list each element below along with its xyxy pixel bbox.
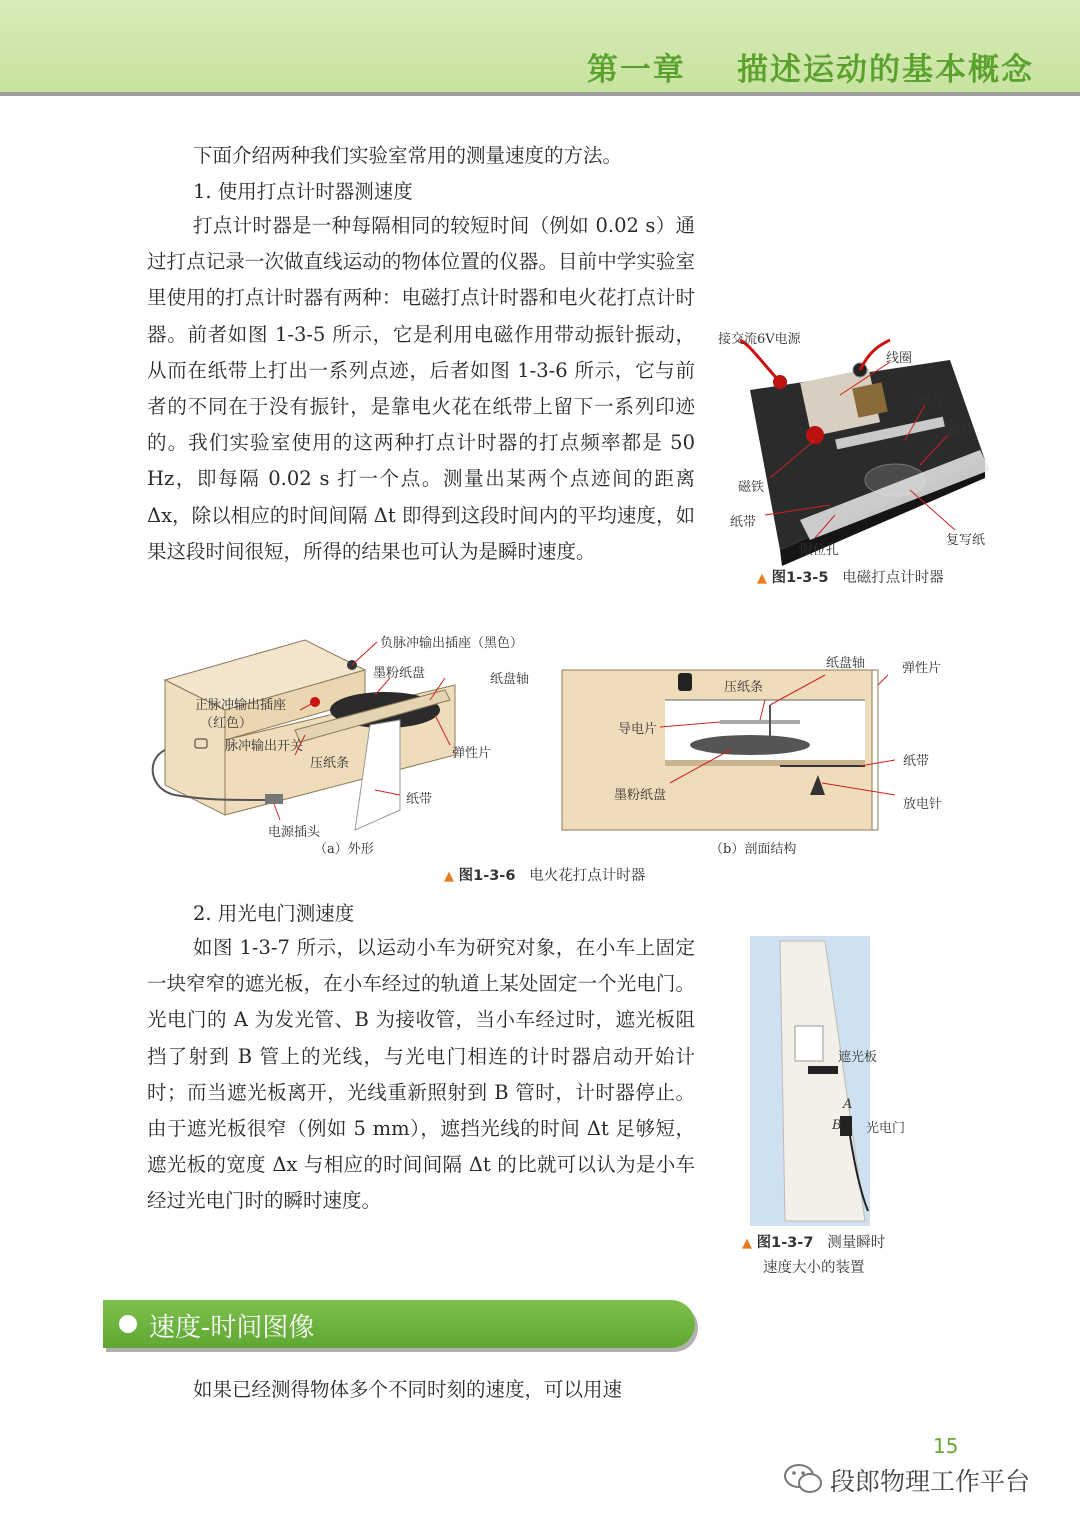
fig136-caption-text: 电火花打点计时器 — [529, 868, 646, 884]
fig137-label-gate: 光电门 — [866, 1121, 906, 1136]
fig136b-label-tape: 纸带 — [903, 754, 930, 769]
method2-paragraph — [147, 930, 695, 1220]
fig137-caption-line1: 测量瞬时 — [827, 1235, 886, 1251]
black-socket-b — [678, 673, 692, 691]
fig137-illustration — [750, 936, 870, 1226]
fig135-label-carbon: 复写纸 — [946, 533, 986, 548]
fig135-label-magnet: 磁铁 — [738, 480, 765, 495]
fig136a-label-ink-disc: 墨粉纸盘 — [373, 666, 426, 681]
fig135-caption — [757, 566, 944, 587]
caption-triangle-icon: ▲ — [444, 869, 454, 884]
fig137-label-a: A — [843, 1097, 853, 1112]
tail-paragraph — [147, 1372, 695, 1408]
page-number: 15 — [933, 1434, 959, 1458]
caption-triangle-icon: ▲ — [757, 571, 767, 586]
fig135-label-needle: 振针 — [948, 424, 975, 439]
intro-text: 下面介绍两种我们实验室常用的测量速度的方法。 — [193, 144, 623, 167]
fig136b-label-needle: 放电针 — [903, 797, 943, 812]
bullet-dot-icon — [119, 1315, 137, 1333]
fig136b-subcaption: （b）剖面结构 — [710, 842, 797, 857]
fig135-label-reed: 振片 — [918, 394, 945, 409]
fig136-caption-num: 图1-3-6 — [458, 868, 516, 884]
section-banner — [103, 1300, 695, 1348]
fig136-caption — [444, 864, 645, 885]
fig136a-label-disc-axis: 纸盘轴 — [490, 672, 530, 687]
fig136b-label-press-strip: 压纸条 — [724, 680, 764, 695]
fig136a-label-neg-socket: 负脉冲输出插座（黑色） — [380, 636, 524, 651]
shade-plate — [808, 1066, 838, 1074]
fig135-caption-num: 图1-3-5 — [771, 570, 829, 586]
method2-text: 如图 1-3-7 所示，以运动小车为研究对象，在小车上固定一块窄窄的遮光板，在小车经过的轨道上某处固定一个光电门。光电门的 A 为发光管、B 为接收管，当小车经过时，遮光板阻挡了射到 B 管上的光线，与光电门相连的计时器启动开始计时；而当遮光板离开，光线重新照射到 B 管时，计时器停止。由于遮光板很窄（例如 5 mm），遮挡光线的时间 Δt 足够短，遮光板的宽度 Δx 与相应的时间间隔 Δt 的比就可以认为是小车经过光电门时的瞬时速度。 — [147, 936, 695, 1213]
fig136a-label-plug: 电源插头 — [268, 825, 321, 840]
fig136b-label-disc-axis: 纸盘轴 — [826, 656, 866, 671]
method1-paragraph — [147, 208, 695, 570]
fig136a-label-spring: 弹性片 — [452, 746, 492, 761]
fig136a-label-tape: 纸带 — [406, 792, 433, 807]
method2-heading: 2. 用光电门测速度 — [193, 902, 355, 925]
fig137-caption-line2: 速度大小的装置 — [763, 1260, 865, 1276]
guide-strip — [720, 720, 800, 724]
watermark-text: 段郎物理工作平台 — [830, 1467, 1031, 1496]
fig136b-label-guide: 导电片 — [618, 722, 658, 737]
fig137-label-b: B — [832, 1118, 842, 1133]
caption-triangle-icon: ▲ — [742, 1236, 752, 1251]
fig137-caption-num: 图1-3-7 — [756, 1235, 814, 1251]
fig136a-label-pos-socket: 正脉冲输出插座 — [195, 698, 287, 713]
fig135-label-power: 接交流6V电源 — [718, 332, 801, 347]
method1-text: 打点计时器是一种每隔相同的较短时间（例如 0.02 s）通过打点记录一次做直线运动的物体位置的仪器。目前中学实验室里使用的打点计时器有两种：电磁打点计时器和电火花打点计时器。前者如图 1-3-5 所示，它是利用电磁作用带动振针振动，从而在纸带上打出一系列点迹，后者如图 1-3-6 所示，它与前者的不同在于没有振针，是靠电火花在纸带上留下一系列印迹的。我们实验室使用的这两种打点计时器的打点频率都是 50 Hz，即每隔 0.02 s 打一个点。测量出某两个点迹间的距离 Δx，除以相应的时间间隔 Δt 即得到这段时间内的平均速度，如果这段时间很短，所得的结果也可认为是瞬时速度。 — [147, 214, 695, 563]
section-title: 速度-时间图像 — [149, 1313, 315, 1343]
cart — [795, 1026, 823, 1061]
tail-text: 如果已经测得物体多个不同时刻的速度，可以用速 — [193, 1378, 623, 1401]
method1-heading: 1. 使用打点计时器测速度 — [193, 180, 413, 203]
fig136a-label-press-strip: 压纸条 — [310, 756, 350, 771]
fig136b-label-spring: 弹性片 — [902, 661, 942, 676]
magnet — [806, 426, 824, 444]
plug — [265, 794, 283, 804]
fig135-label-hole: 限位孔 — [800, 543, 840, 558]
wechat-icon — [783, 1462, 823, 1496]
fig136a-illustration — [145, 630, 475, 840]
intro-paragraph — [147, 138, 695, 174]
fig137-caption — [742, 1231, 885, 1252]
fig135-label-tape: 纸带 — [730, 515, 757, 530]
fig135-caption-text: 电磁打点计时器 — [842, 570, 944, 586]
fig137-label-shade: 遮光板 — [838, 1050, 878, 1065]
fig135-label-coil: 线圈 — [886, 351, 913, 366]
fig136b-label-ink-disc: 墨粉纸盘 — [614, 788, 667, 803]
ink-disc-b — [690, 735, 810, 755]
fig136a-label-switch: 脉冲输出开关 — [225, 739, 304, 754]
fig135-illustration — [720, 340, 1020, 560]
chapter-title: 第一章 描述运动的基本概念 — [586, 52, 1034, 88]
fig136a-subcaption: （a）外形 — [314, 842, 374, 857]
fig136a-label-pos-color: （红色） — [200, 716, 253, 731]
